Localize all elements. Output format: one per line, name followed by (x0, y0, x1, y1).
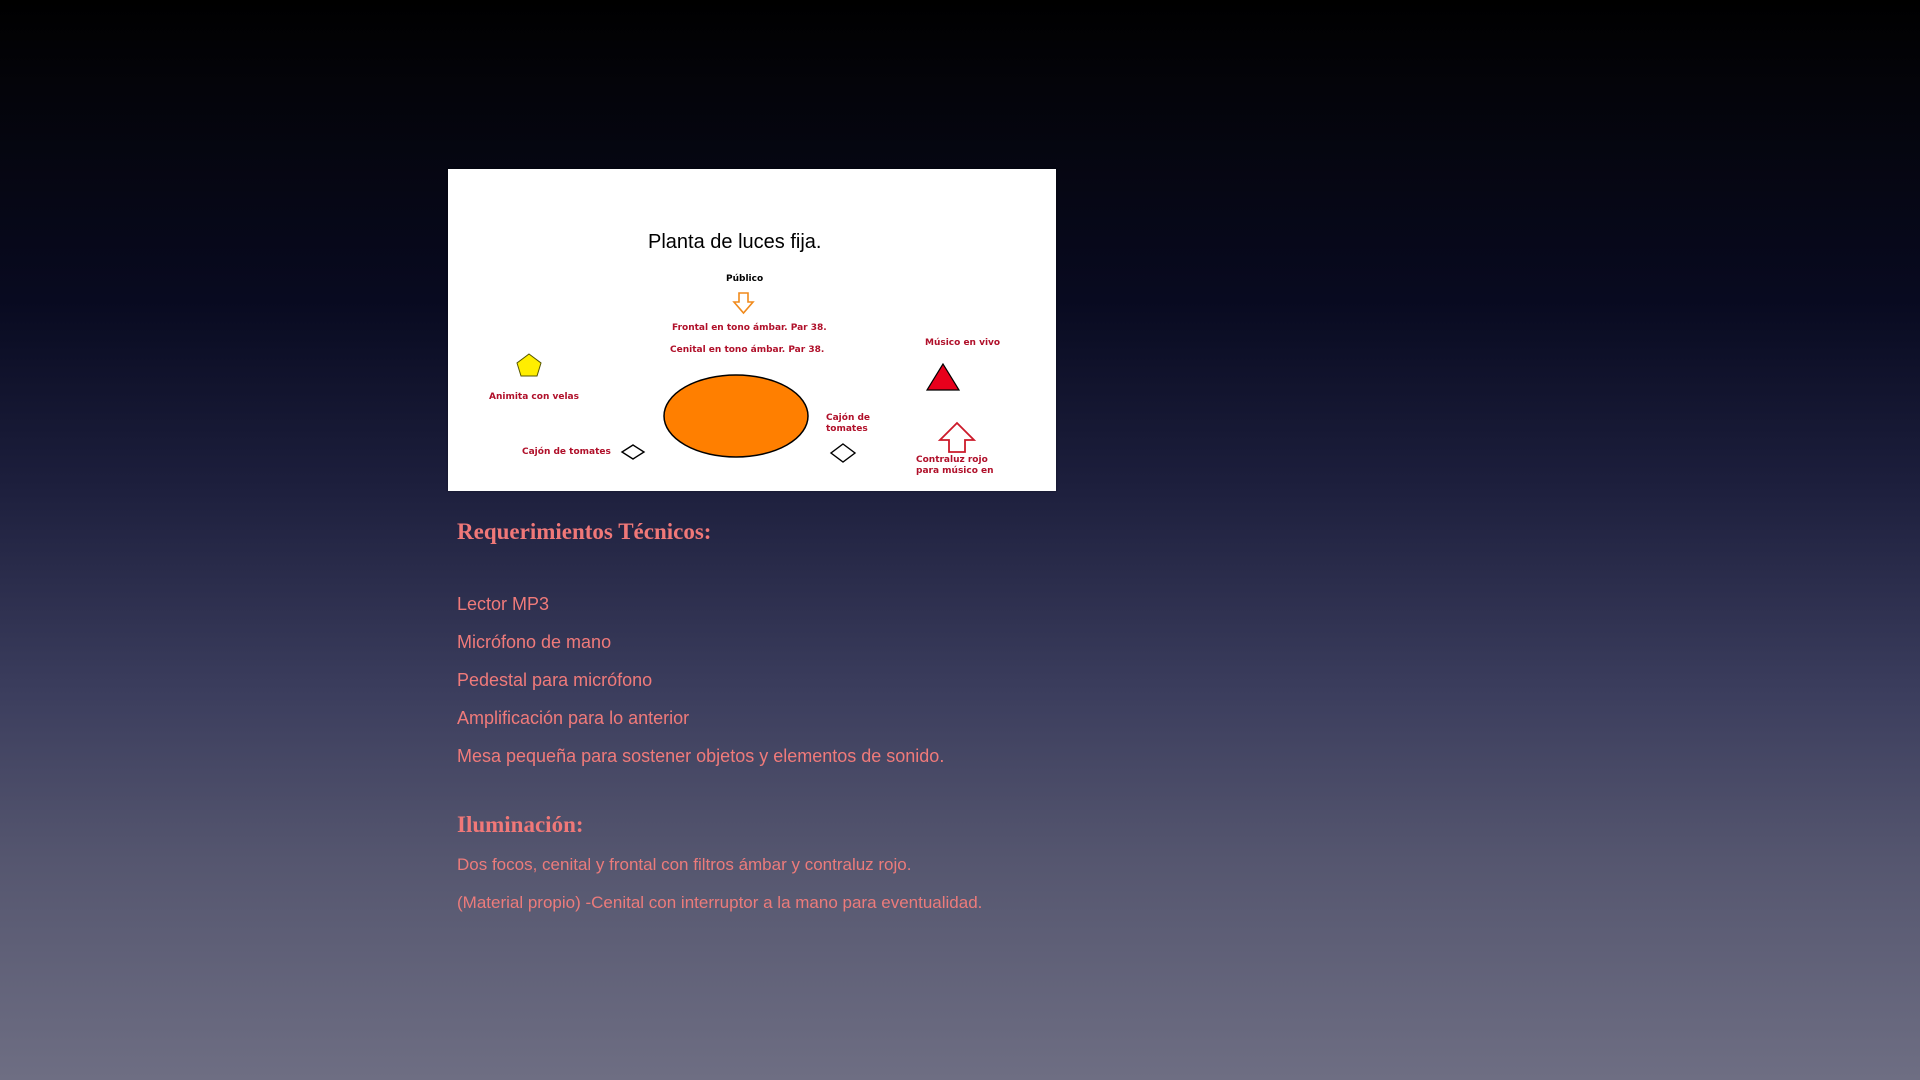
list-item: Pedestal para micrófono (457, 670, 653, 690)
list-item: (Material propio) -Cenital con interruptor a la mano para eventualidad. (457, 893, 983, 912)
list-item: Mesa pequeña para sostener objetos y elementos de sonido. (457, 746, 945, 766)
cajon-right-label-line1: Cajón de (826, 413, 871, 423)
diagram-title: Planta de luces fija. (648, 231, 822, 253)
cenital-label: Cenital en tono ámbar. Par 38. (670, 345, 825, 355)
stage-ellipse (664, 375, 808, 457)
requerimientos-list (457, 585, 1357, 775)
frontal-label: Frontal en tono ámbar. Par 38. (672, 323, 827, 333)
iluminacion-heading: Iluminación: (457, 812, 584, 837)
list-item: Lector MP3 (457, 594, 550, 614)
iluminacion-list (457, 846, 1357, 922)
musico-label: Músico en vivo (925, 338, 1001, 348)
requerimientos-heading: Requerimientos Técnicos: (457, 519, 712, 544)
cajon-left-label: Cajón de tomates (522, 447, 611, 457)
publico-label: Público (726, 274, 764, 284)
cajon-right-label-line2: tomates (826, 424, 868, 434)
slide-text (457, 512, 1357, 922)
lighting-plan-image (448, 169, 1056, 491)
contraluz-label-line1: Contraluz rojo (916, 455, 988, 465)
contraluz-label-line2: para músico en (916, 466, 994, 476)
list-item: Dos focos, cenital y frontal con filtros ámbar y contraluz rojo. (457, 855, 912, 874)
animita-label: Animita con velas (489, 392, 579, 402)
list-item: Micrófono de mano (457, 632, 612, 652)
lighting-plan-diagram (448, 169, 1056, 491)
list-item: Amplificación para lo anterior (457, 708, 690, 728)
